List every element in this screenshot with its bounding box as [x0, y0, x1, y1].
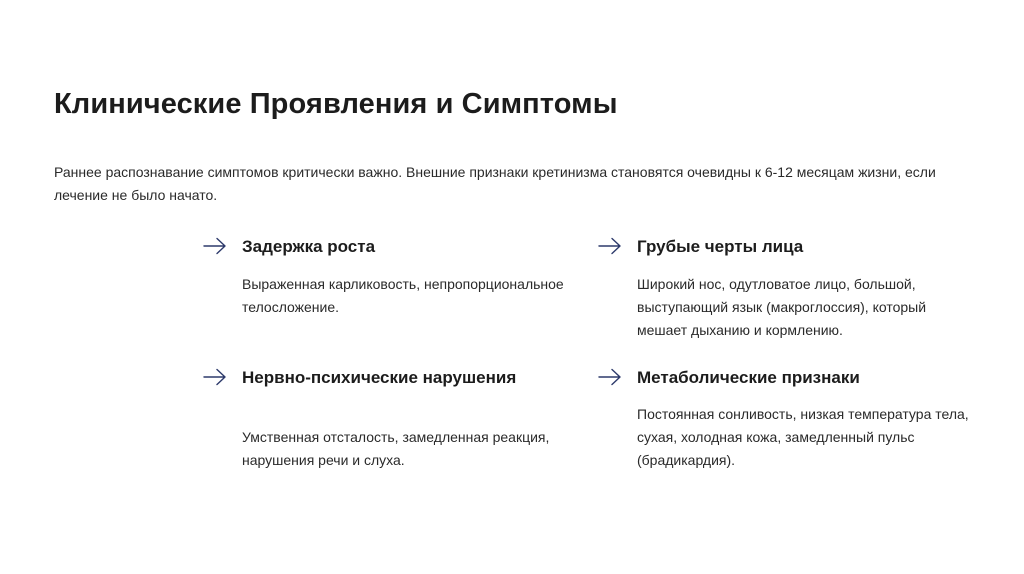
intro-paragraph: Раннее распознавание симптомов критически важно. Внешние признаки кретинизма становятся очевидны к 6-12 месяцам жизни, если лечение не было начато.	[54, 164, 936, 203]
arrow-right-icon	[598, 368, 622, 386]
symptom-description: Постоянная сонливость, низкая температура тела, сухая, холодная кожа, замедленный пульс (брадикардия).	[637, 406, 969, 468]
symptom-title: Грубые черты лица	[637, 237, 804, 256]
arrow-right-icon	[203, 237, 227, 255]
symptom-title: Метаболические признаки	[637, 368, 860, 387]
symptom-description: Широкий нос, одутловатое лицо, большой, выступающий язык (макроглоссия), который мешает дыханию и кормлению.	[637, 276, 927, 338]
symptom-description: Умственная отсталость, замедленная реакция, нарушения речи и слуха.	[242, 429, 550, 468]
arrow-right-icon	[203, 368, 227, 386]
page-title: Клинические Проявления и Симптомы	[54, 88, 618, 120]
arrow-right-icon	[598, 237, 622, 255]
symptom-title: Задержка роста	[242, 237, 376, 256]
symptom-description: Выраженная карликовость, непропорциональное телосложение.	[242, 276, 564, 315]
symptom-title: Нервно-психические нарушения	[242, 368, 517, 387]
